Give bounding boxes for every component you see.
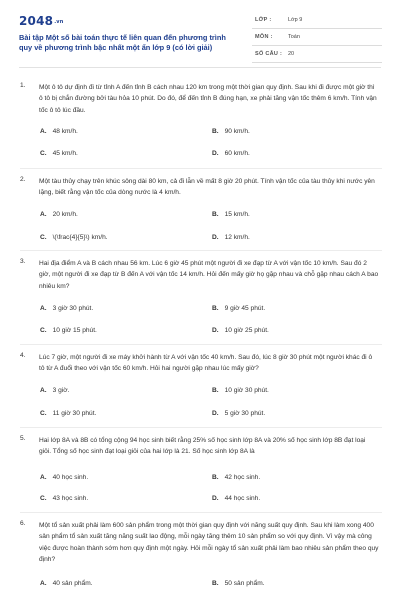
option-text: 10 giờ 30 phút. [224, 387, 269, 394]
question-5-option-d[interactable] [212, 495, 260, 502]
logo-suffix: .vn [54, 18, 64, 25]
question-number: 1. [20, 82, 26, 89]
meta-label-grade: LỚP : [255, 17, 272, 23]
question-3-option-d[interactable] [212, 327, 269, 334]
option-letter: D. [212, 234, 219, 241]
worksheet-header [0, 0, 400, 62]
option-text: 42 học sinh. [224, 474, 261, 481]
worksheet-meta-table [252, 12, 382, 63]
option-text: 48 km/h. [52, 128, 78, 135]
question-divider [20, 168, 382, 169]
option-letter: A. [40, 474, 47, 481]
question-divider [20, 427, 382, 428]
option-text: 10 giờ 25 phút. [224, 327, 269, 334]
question-2-option-a[interactable] [40, 211, 78, 218]
question-number: 3. [20, 258, 26, 265]
option-letter: B. [212, 211, 219, 218]
option-letter: C. [40, 234, 47, 241]
question-5-option-c[interactable] [40, 495, 88, 502]
option-letter: D. [212, 327, 219, 334]
question-6-option-a[interactable] [40, 580, 93, 587]
site-logo[interactable] [19, 14, 64, 28]
option-text: 15 km/h. [224, 211, 250, 218]
option-letter: A. [40, 387, 47, 394]
option-text: 9 giờ 45 phút. [224, 305, 266, 312]
option-letter: A. [40, 128, 47, 135]
option-letter: A. [40, 580, 47, 587]
question-number: 5. [20, 435, 26, 442]
question-3-option-a[interactable] [40, 305, 93, 312]
option-letter: C. [40, 495, 47, 502]
logo-main: 2048 [19, 14, 54, 28]
option-text: 3 giờ. [52, 387, 70, 394]
option-text: 60 km/h. [224, 150, 250, 157]
option-letter: A. [40, 305, 47, 312]
option-letter: B. [212, 474, 219, 481]
option-text: 43 học sinh. [52, 495, 89, 502]
question-1-option-a[interactable] [40, 128, 78, 135]
question-text: Một tổ sản xuất phải làm 600 sản phẩm trong một thời gian quy định với năng suất quy định. Sau khi làm xong 400 sản phẩm tổ sản xuất tăng năng suất lao động, mỗi ngày tăng thêm 10 sản phẩm so với quy định. Vì vậy mà công việc được hoàn thành sớm hơn quy định một ngày. Hỏi mỗi ngày tổ sản xuất phải làm bao nhiêu sản phẩm theo quy định? [39, 522, 379, 564]
option-letter: B. [212, 305, 219, 312]
option-letter: D. [212, 410, 219, 417]
question-2-option-c[interactable] [40, 234, 108, 241]
option-letter: C. [40, 150, 47, 157]
question-4-option-b[interactable] [212, 387, 269, 394]
question-text: Hai lớp 8A và 8B có tổng cộng 94 học sinh biết rằng 25% số học sinh lớp 8A và 20% số học sinh lớp 8B đạt loại giỏi. Tổng số học sinh đạt loại giỏi của hai lớp là 21. Số học sinh lớp 8A là [39, 437, 366, 456]
option-text: 50 sản phẩm. [224, 580, 265, 587]
meta-value-question-count: 20 [288, 51, 295, 57]
question-1-option-b[interactable] [212, 128, 250, 135]
option-text: 12 km/h. [224, 234, 250, 241]
question-1-option-c[interactable] [40, 150, 78, 157]
question-4-option-c[interactable] [40, 410, 96, 417]
option-text: 40 học sinh. [52, 474, 89, 481]
option-text: 90 km/h. [224, 128, 250, 135]
option-letter: B. [212, 580, 219, 587]
question-5-option-a[interactable] [40, 474, 88, 481]
option-text: 5 giờ 30 phút. [224, 410, 266, 417]
question-divider [20, 344, 382, 345]
option-text: 3 giờ 30 phút. [52, 305, 94, 312]
meta-value-subject: Toán [288, 34, 300, 40]
question-divider [20, 512, 382, 513]
meta-label-subject: MÔN : [255, 34, 273, 40]
meta-value-grade: Lớp 9 [288, 17, 303, 23]
meta-label-question-count: SỐ CÂU : [255, 51, 283, 57]
option-text: 44 học sinh. [224, 495, 261, 502]
question-3-option-b[interactable] [212, 305, 265, 312]
question-text: Một tàu thủy chạy trên khúc sông dài 80 km, cả đi lẫn về mất 8 giờ 20 phút. Tính vận tốc của tàu thủy khi nước yên lặng, biết rằng vận tốc của dòng nước là 4 km/h. [39, 178, 375, 197]
question-6-option-b[interactable] [212, 580, 265, 587]
question-text: Hai địa điểm A và B cách nhau 56 km. Lúc 6 giờ 45 phút một người đi xe đạp từ A với vận tốc 10 km/h. Sau đó 2 giờ, một người đi xe đạp từ B đến A với vận tốc 14 km/h. Hỏi đến mấy giờ họ gặp nhau và chỗ gặp nhau cách A bao nhiêu km? [39, 260, 379, 290]
question-text: Lúc 7 giờ, một người đi xe máy khởi hành từ A với vận tốc 40 km/h. Sau đó, lúc 8 giờ 30 phút một người khác đi ô tô từ A đuổi theo với vận tốc 60 km/h. Hỏi hai người gặp nhau lúc mấy giờ? [39, 354, 373, 373]
question-divider [20, 250, 382, 251]
option-letter: B. [212, 128, 219, 135]
question-3-option-c[interactable] [40, 327, 97, 334]
option-text: 11 giờ 30 phút. [52, 410, 97, 417]
question-2-option-b[interactable] [212, 211, 250, 218]
option-letter: C. [40, 410, 47, 417]
header-divider [19, 67, 381, 68]
option-text: 10 giờ 15 phút. [52, 327, 97, 334]
question-1-option-d[interactable] [212, 150, 250, 157]
meta-row-question-count [252, 46, 382, 63]
question-2-option-d[interactable] [212, 234, 250, 241]
option-text: 20 km/h. [52, 211, 78, 218]
question-5-option-b[interactable] [212, 474, 260, 481]
meta-row-grade [252, 12, 382, 29]
option-text: 40 sản phẩm. [52, 580, 93, 587]
option-letter: D. [212, 150, 219, 157]
option-letter: A. [40, 211, 47, 218]
meta-row-subject [252, 29, 382, 46]
question-number: 4. [20, 352, 26, 359]
question-number: 2. [20, 176, 26, 183]
question-text: Một ô tô dự định đi từ tỉnh A đến tỉnh B cách nhau 120 km trong một thời gian quy định. Sau khi đi được một giờ thì ô tô bị chắn đường bởi tàu hỏa 10 phút. Do đó, để đến tỉnh B đúng hạn, xe phải tăng vận tốc thêm 6 km/h. Tính vận tốc ô tô lúc đầu. [39, 84, 377, 114]
question-number: 6. [20, 520, 26, 527]
option-letter: C. [40, 327, 47, 334]
option-text: \(\frac{4}{5}\) km/h. [52, 234, 108, 241]
option-text: 45 km/h. [52, 150, 78, 157]
option-letter: D. [212, 495, 219, 502]
question-4-option-d[interactable] [212, 410, 265, 417]
worksheet-title: Bài tập Một số bài toán thực tế liên quan đến phương trình quy về phương trình bậc nhất một ẩn lớp 9 (có lời giải) [19, 33, 226, 52]
option-letter: B. [212, 387, 219, 394]
question-4-option-a[interactable] [40, 387, 69, 394]
